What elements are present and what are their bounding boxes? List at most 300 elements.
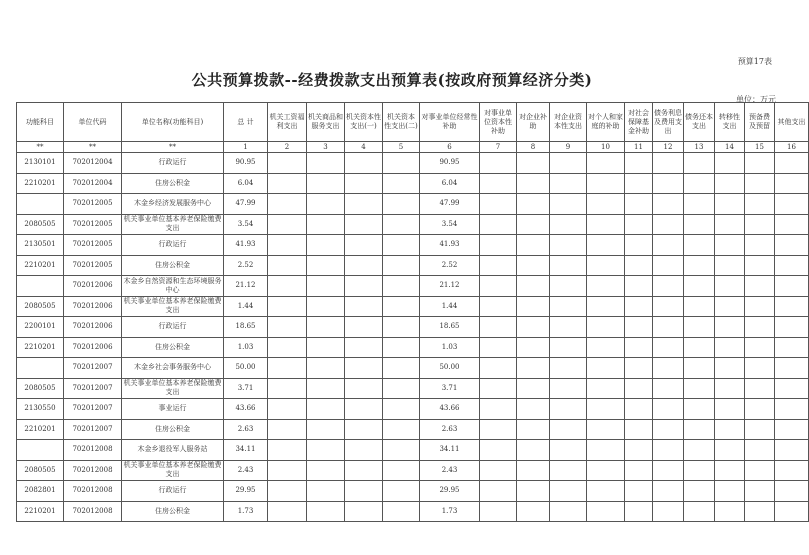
empty-cell	[268, 440, 307, 461]
total-cell: 2.43	[224, 460, 268, 481]
empty-cell	[268, 399, 307, 420]
empty-cell	[517, 235, 550, 256]
table-row	[17, 173, 809, 194]
empty-cell	[307, 153, 345, 174]
empty-cell	[550, 296, 587, 317]
function-code-cell: 2210201	[17, 173, 64, 194]
empty-cell	[745, 317, 775, 338]
empty-cell	[480, 337, 517, 358]
empty-cell	[345, 399, 383, 420]
unit-name-cell: 木金乡自然资源和生态环境服务中心	[122, 276, 224, 297]
empty-cell	[745, 419, 775, 440]
total-cell: 3.71	[224, 378, 268, 399]
empty-cell	[653, 173, 684, 194]
empty-cell	[268, 481, 307, 502]
col6-cell: 2.52	[420, 255, 480, 276]
empty-cell	[715, 460, 745, 481]
empty-cell	[715, 214, 745, 235]
function-code-cell: 2082801	[17, 481, 64, 502]
empty-cell	[268, 337, 307, 358]
column-header: 单位代码	[64, 103, 122, 142]
column-header: 对社会保障基金补助	[625, 103, 653, 142]
empty-cell	[345, 276, 383, 297]
empty-cell	[517, 214, 550, 235]
function-code-cell: 2210201	[17, 255, 64, 276]
empty-cell	[587, 460, 625, 481]
unit-code-cell: 702012006	[64, 296, 122, 317]
unit-code-cell: 702012004	[64, 173, 122, 194]
empty-cell	[480, 194, 517, 215]
index-row	[17, 142, 809, 153]
column-header: 对企业补助	[517, 103, 550, 142]
empty-cell	[775, 296, 809, 317]
function-code-cell: 2210201	[17, 501, 64, 522]
column-header: 对事业单位资本性补助	[480, 103, 517, 142]
column-index: 8	[517, 142, 550, 153]
empty-cell	[745, 276, 775, 297]
empty-cell	[268, 460, 307, 481]
function-code-cell: 2080505	[17, 214, 64, 235]
empty-cell	[587, 378, 625, 399]
column-header: 预备费及预留	[745, 103, 775, 142]
column-header: 债务利息及费用支出	[653, 103, 684, 142]
empty-cell	[307, 399, 345, 420]
empty-cell	[684, 317, 715, 338]
budget-table	[16, 102, 809, 522]
empty-cell	[745, 440, 775, 461]
total-cell: 90.95	[224, 153, 268, 174]
empty-cell	[587, 153, 625, 174]
empty-cell	[684, 460, 715, 481]
empty-cell	[480, 399, 517, 420]
empty-cell	[775, 501, 809, 522]
empty-cell	[345, 214, 383, 235]
empty-cell	[480, 378, 517, 399]
empty-cell	[625, 194, 653, 215]
empty-cell	[625, 440, 653, 461]
unit-code-cell: 702012008	[64, 460, 122, 481]
empty-cell	[345, 317, 383, 338]
empty-cell	[517, 419, 550, 440]
col6-cell: 1.03	[420, 337, 480, 358]
empty-cell	[383, 255, 420, 276]
empty-cell	[345, 378, 383, 399]
empty-cell	[625, 501, 653, 522]
empty-cell	[684, 276, 715, 297]
total-cell: 2.52	[224, 255, 268, 276]
empty-cell	[517, 337, 550, 358]
empty-cell	[268, 419, 307, 440]
unit-code-cell: 702012005	[64, 214, 122, 235]
empty-cell	[268, 296, 307, 317]
empty-cell	[268, 276, 307, 297]
empty-cell	[745, 378, 775, 399]
empty-cell	[550, 481, 587, 502]
column-index: 1	[224, 142, 268, 153]
empty-cell	[383, 235, 420, 256]
unit-code-cell: 702012006	[64, 317, 122, 338]
table-row	[17, 194, 809, 215]
empty-cell	[775, 358, 809, 379]
empty-cell	[684, 194, 715, 215]
empty-cell	[550, 153, 587, 174]
empty-cell	[684, 235, 715, 256]
col6-cell: 43.66	[420, 399, 480, 420]
empty-cell	[745, 255, 775, 276]
empty-cell	[307, 214, 345, 235]
empty-cell	[625, 337, 653, 358]
empty-cell	[625, 399, 653, 420]
empty-cell	[307, 173, 345, 194]
empty-cell	[745, 296, 775, 317]
empty-cell	[684, 173, 715, 194]
empty-cell	[517, 460, 550, 481]
empty-cell	[383, 153, 420, 174]
empty-cell	[268, 214, 307, 235]
empty-cell	[307, 460, 345, 481]
empty-cell	[625, 419, 653, 440]
empty-cell	[550, 399, 587, 420]
empty-cell	[383, 214, 420, 235]
function-code-cell: 2210201	[17, 337, 64, 358]
empty-cell	[480, 255, 517, 276]
table-row	[17, 296, 809, 317]
empty-cell	[775, 481, 809, 502]
empty-cell	[625, 173, 653, 194]
empty-cell	[653, 419, 684, 440]
empty-cell	[383, 173, 420, 194]
empty-cell	[745, 173, 775, 194]
empty-cell	[587, 419, 625, 440]
unit-name-cell: 住房公积金	[122, 173, 224, 194]
empty-cell	[550, 337, 587, 358]
empty-cell	[745, 337, 775, 358]
table-row	[17, 481, 809, 502]
empty-cell	[625, 153, 653, 174]
column-header: 债务还本支出	[684, 103, 715, 142]
empty-cell	[625, 460, 653, 481]
empty-cell	[383, 194, 420, 215]
empty-cell	[745, 358, 775, 379]
empty-cell	[480, 173, 517, 194]
empty-cell	[625, 214, 653, 235]
unit-code-cell: 702012005	[64, 194, 122, 215]
empty-cell	[268, 235, 307, 256]
empty-cell	[550, 460, 587, 481]
empty-cell	[625, 235, 653, 256]
unit-name-cell: 木金乡退役军人服务站	[122, 440, 224, 461]
empty-cell	[715, 440, 745, 461]
empty-cell	[550, 440, 587, 461]
empty-cell	[715, 255, 745, 276]
total-cell: 2.63	[224, 419, 268, 440]
empty-cell	[653, 440, 684, 461]
table-row	[17, 378, 809, 399]
empty-cell	[307, 358, 345, 379]
empty-cell	[745, 194, 775, 215]
empty-cell	[587, 235, 625, 256]
empty-cell	[517, 501, 550, 522]
empty-cell	[775, 440, 809, 461]
empty-cell	[345, 337, 383, 358]
empty-cell	[517, 276, 550, 297]
empty-cell	[684, 214, 715, 235]
column-header: 机关工资福利支出	[268, 103, 307, 142]
empty-cell	[715, 235, 745, 256]
empty-cell	[684, 358, 715, 379]
empty-cell	[307, 235, 345, 256]
empty-cell	[587, 214, 625, 235]
total-cell: 1.44	[224, 296, 268, 317]
function-code-cell: 2210201	[17, 419, 64, 440]
empty-cell	[383, 378, 420, 399]
table-row	[17, 276, 809, 297]
empty-cell	[715, 153, 745, 174]
empty-cell	[345, 194, 383, 215]
empty-cell	[745, 214, 775, 235]
empty-cell	[307, 255, 345, 276]
empty-cell	[383, 317, 420, 338]
table-row	[17, 399, 809, 420]
col6-cell: 21.12	[420, 276, 480, 297]
empty-cell	[775, 378, 809, 399]
col6-cell: 2.63	[420, 419, 480, 440]
total-cell: 1.03	[224, 337, 268, 358]
empty-cell	[345, 235, 383, 256]
unit-name-cell: 机关事业单位基本养老保险缴费支出	[122, 460, 224, 481]
total-cell: 47.99	[224, 194, 268, 215]
empty-cell	[383, 419, 420, 440]
column-header: 单位名称(功能科目)	[122, 103, 224, 142]
empty-cell	[625, 255, 653, 276]
empty-cell	[625, 358, 653, 379]
empty-cell	[684, 337, 715, 358]
unit-name-cell: 事业运行	[122, 399, 224, 420]
column-header: 对事业单位经常性补助	[420, 103, 480, 142]
empty-cell	[383, 460, 420, 481]
empty-cell	[383, 358, 420, 379]
empty-cell	[307, 194, 345, 215]
empty-cell	[517, 153, 550, 174]
unit-label: 单位：万元	[736, 95, 776, 104]
unit-code-cell: 702012004	[64, 153, 122, 174]
empty-cell	[517, 296, 550, 317]
function-code-cell	[17, 440, 64, 461]
column-index: 15	[745, 142, 775, 153]
empty-cell	[345, 173, 383, 194]
col6-cell: 1.73	[420, 501, 480, 522]
table-row	[17, 235, 809, 256]
empty-cell	[715, 173, 745, 194]
table-row	[17, 214, 809, 235]
column-header: 机关商品和服务支出	[307, 103, 345, 142]
empty-cell	[550, 194, 587, 215]
total-cell: 34.11	[224, 440, 268, 461]
empty-cell	[625, 378, 653, 399]
empty-cell	[307, 296, 345, 317]
empty-cell	[517, 173, 550, 194]
empty-cell	[550, 419, 587, 440]
empty-cell	[550, 173, 587, 194]
empty-cell	[587, 481, 625, 502]
empty-cell	[345, 296, 383, 317]
empty-cell	[775, 337, 809, 358]
empty-cell	[745, 399, 775, 420]
empty-cell	[550, 378, 587, 399]
unit-name-cell: 行政运行	[122, 317, 224, 338]
empty-cell	[383, 481, 420, 502]
empty-cell	[550, 501, 587, 522]
function-code-cell: 2200101	[17, 317, 64, 338]
table-row	[17, 337, 809, 358]
column-index: 16	[775, 142, 809, 153]
unit-code-cell: 702012005	[64, 255, 122, 276]
empty-cell	[653, 481, 684, 502]
unit-code-cell: 702012008	[64, 501, 122, 522]
col6-cell: 1.44	[420, 296, 480, 317]
unit-name-cell: 住房公积金	[122, 419, 224, 440]
column-header: 转移性支出	[715, 103, 745, 142]
function-code-cell	[17, 358, 64, 379]
empty-cell	[480, 235, 517, 256]
total-cell: 43.66	[224, 399, 268, 420]
empty-cell	[550, 214, 587, 235]
unit-code-cell: 702012007	[64, 399, 122, 420]
empty-cell	[345, 460, 383, 481]
unit-name-cell: 机关事业单位基本养老保险缴费支出	[122, 296, 224, 317]
column-index: 10	[587, 142, 625, 153]
empty-cell	[307, 276, 345, 297]
empty-cell	[345, 255, 383, 276]
empty-cell	[715, 399, 745, 420]
empty-cell	[775, 399, 809, 420]
empty-cell	[307, 440, 345, 461]
empty-cell	[480, 276, 517, 297]
empty-cell	[550, 358, 587, 379]
empty-cell	[715, 501, 745, 522]
empty-cell	[345, 358, 383, 379]
empty-cell	[684, 399, 715, 420]
empty-cell	[268, 194, 307, 215]
unit-name-cell: 住房公积金	[122, 501, 224, 522]
empty-cell	[517, 317, 550, 338]
table-row	[17, 440, 809, 461]
column-header: 功能科目	[17, 103, 64, 142]
empty-cell	[715, 194, 745, 215]
empty-cell	[715, 296, 745, 317]
empty-cell	[653, 153, 684, 174]
column-header: 机关资本性支出(二)	[383, 103, 420, 142]
function-code-cell: 2130501	[17, 235, 64, 256]
column-index: 4	[345, 142, 383, 153]
empty-cell	[550, 276, 587, 297]
empty-cell	[625, 296, 653, 317]
total-cell: 3.54	[224, 214, 268, 235]
empty-cell	[307, 317, 345, 338]
column-header: 总 计	[224, 103, 268, 142]
table-row	[17, 460, 809, 481]
empty-cell	[307, 481, 345, 502]
empty-cell	[383, 399, 420, 420]
empty-cell	[480, 419, 517, 440]
empty-cell	[775, 214, 809, 235]
empty-cell	[550, 255, 587, 276]
empty-cell	[587, 296, 625, 317]
empty-cell	[480, 501, 517, 522]
empty-cell	[745, 235, 775, 256]
col6-cell: 3.54	[420, 214, 480, 235]
unit-code-cell: 702012005	[64, 235, 122, 256]
unit-code-cell: 702012006	[64, 337, 122, 358]
unit-name-cell: 住房公积金	[122, 255, 224, 276]
empty-cell	[480, 214, 517, 235]
empty-cell	[715, 419, 745, 440]
empty-cell	[268, 173, 307, 194]
empty-cell	[383, 501, 420, 522]
empty-cell	[684, 378, 715, 399]
column-index: 11	[625, 142, 653, 153]
unit-code-cell: 702012008	[64, 481, 122, 502]
column-index: 13	[684, 142, 715, 153]
column-index: 14	[715, 142, 745, 153]
empty-cell	[480, 317, 517, 338]
empty-cell	[517, 358, 550, 379]
column-header: 对个人和家庭的补助	[587, 103, 625, 142]
empty-cell	[715, 378, 745, 399]
empty-cell	[715, 358, 745, 379]
empty-cell	[550, 317, 587, 338]
empty-cell	[587, 399, 625, 420]
empty-cell	[517, 255, 550, 276]
total-cell: 6.04	[224, 173, 268, 194]
empty-cell	[653, 276, 684, 297]
empty-cell	[383, 276, 420, 297]
empty-cell	[684, 153, 715, 174]
total-cell: 29.95	[224, 481, 268, 502]
column-index: 5	[383, 142, 420, 153]
empty-cell	[684, 440, 715, 461]
unit-code-cell: 702012007	[64, 419, 122, 440]
empty-cell	[745, 481, 775, 502]
unit-name-cell: 行政运行	[122, 481, 224, 502]
unit-name-cell: 行政运行	[122, 235, 224, 256]
table-row	[17, 358, 809, 379]
empty-cell	[268, 153, 307, 174]
empty-cell	[715, 481, 745, 502]
empty-cell	[480, 153, 517, 174]
empty-cell	[775, 460, 809, 481]
col6-cell: 90.95	[420, 153, 480, 174]
unit-name-cell: 住房公积金	[122, 337, 224, 358]
col6-cell: 34.11	[420, 440, 480, 461]
column-index: **	[17, 142, 64, 153]
function-code-cell: 2080505	[17, 460, 64, 481]
column-header: 机关资本性支出(一)	[345, 103, 383, 142]
col6-cell: 18.65	[420, 317, 480, 338]
page-title: 公共预算拨款--经费拨款支出预算表(按政府预算经济分类)	[191, 71, 593, 89]
empty-cell	[587, 255, 625, 276]
unit-name-cell: 木金乡社会事务服务中心	[122, 358, 224, 379]
empty-cell	[587, 317, 625, 338]
unit-code-cell: 702012008	[64, 440, 122, 461]
function-code-cell: 2130550	[17, 399, 64, 420]
column-header: 对企业资本性支出	[550, 103, 587, 142]
empty-cell	[775, 276, 809, 297]
empty-cell	[480, 358, 517, 379]
unit-code-cell: 702012007	[64, 378, 122, 399]
empty-cell	[775, 153, 809, 174]
unit-name-cell: 机关事业单位基本养老保险缴费支出	[122, 214, 224, 235]
